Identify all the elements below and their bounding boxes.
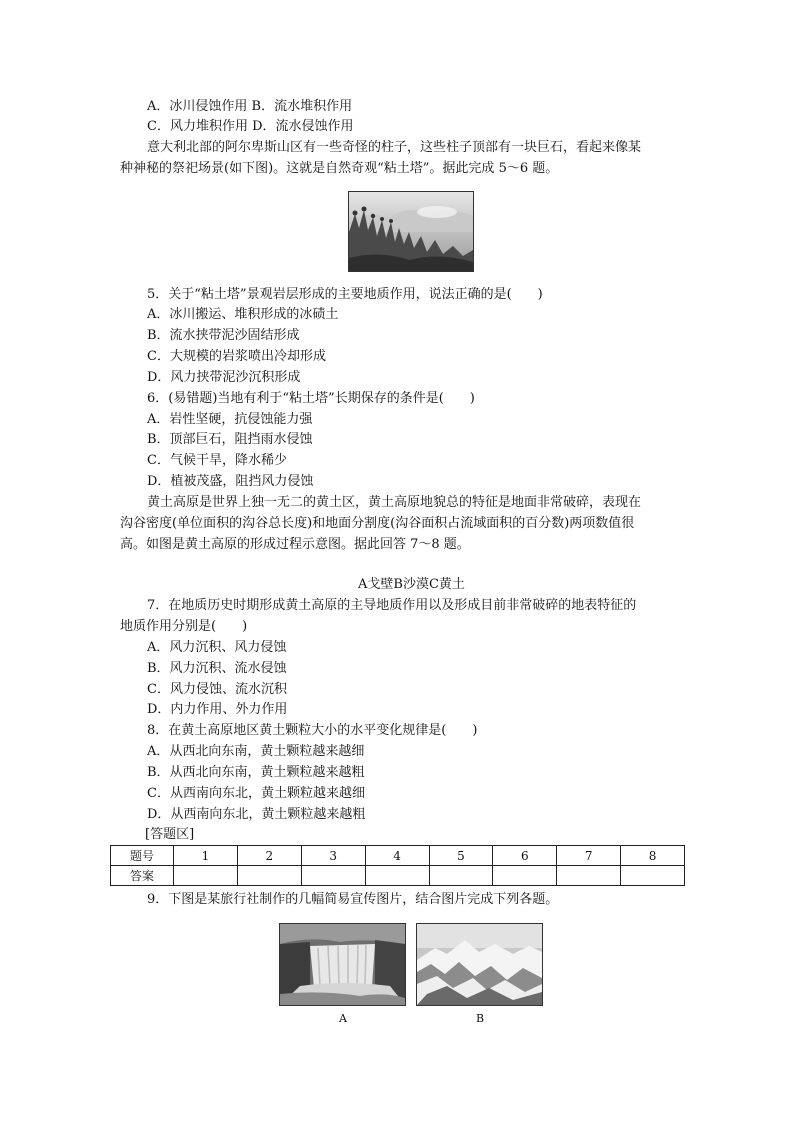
question-number-cell: 3 [301, 846, 365, 866]
waterfall-photo-a [279, 923, 406, 1006]
question-number-cell: 5 [429, 846, 493, 866]
answer-row-header: 答案 [111, 866, 174, 886]
answer-table-number-row [111, 846, 685, 866]
answer-cell[interactable] [301, 866, 365, 886]
q6-option-b: B．顶部巨石，阻挡雨水侵蚀 [147, 432, 313, 447]
q7-option-b: B．风力沉积、流水侵蚀 [147, 661, 287, 676]
q7-option-d: D．内力作用、外力作用 [147, 702, 288, 717]
loess-figure-caption: A戈壁B沙漠C黄土 [358, 577, 465, 592]
snow-mountain-photo-b [416, 923, 543, 1006]
q8-option-b: B．从西北向东南，黄土颗粒越来越粗 [147, 765, 365, 780]
answer-cell[interactable] [493, 866, 557, 886]
q8-option-c: C．从西南向东北，黄土颗粒越来越细 [147, 786, 365, 801]
question-number-cell: 6 [493, 846, 557, 866]
q7-stem-line1: 7．在地质历史时期形成黄土高原的主导地质作用以及形成目前非常破碎的地表特征的 [147, 598, 637, 613]
q7-stem-line2: 地质作用分别是( ) [120, 619, 248, 634]
question-number-cell: 7 [557, 846, 621, 866]
q6-option-a: A．岩性坚硬，抗侵蚀能力强 [147, 412, 313, 427]
q7-option-c: C．风力侵蚀、流水沉积 [147, 682, 287, 697]
q5-option-b: B．流水挟带泥沙固结形成 [147, 328, 300, 343]
answer-table [110, 845, 685, 886]
q5-stem: 5．关于“粘土塔”景观岩层形成的主要地质作用，说法正确的是( ) [147, 287, 543, 302]
answer-cell[interactable] [621, 866, 685, 886]
intro-78-line2: 沟谷密度(单位面积的沟谷总长度)和地面分割度(沟谷面积占流域面积的百分数)两项数值很 [120, 516, 635, 531]
q8-option-a: A．从西北向东南，黄土颗粒越来越细 [147, 744, 365, 759]
number-row-header: 题号 [111, 846, 174, 866]
answer-table-answer-row [111, 866, 685, 886]
question-number-cell: 1 [174, 846, 238, 866]
q7-option-a: A．风力沉积、风力侵蚀 [147, 640, 287, 655]
intro-78-line1: 黄土高原是世界上独一无二的黄土区，黄土高原地貌总的特征是地面非常破碎，表现在 [147, 495, 642, 510]
answer-cell[interactable] [237, 866, 301, 886]
q6-option-d: D．植被茂盛，阻挡风力侵蚀 [147, 474, 314, 489]
answer-area-label: [答题区] [145, 827, 195, 842]
answer-cell[interactable] [429, 866, 493, 886]
question-number-cell: 8 [621, 846, 685, 866]
answer-cell[interactable] [557, 866, 621, 886]
q4-options-row1: A．冰川侵蚀作用 B．流水堆积作用 [147, 99, 353, 114]
clay-tower-photo [348, 191, 474, 272]
question-number-cell: 2 [237, 846, 301, 866]
q5-option-d: D．风力挟带泥沙沉积形成 [147, 370, 301, 385]
photo-b-caption: B [475, 1012, 485, 1025]
q5-option-a: A．冰川搬运、堆积形成的冰碛土 [147, 307, 339, 322]
intro-78-line3: 高。如图是黄土高原的形成过程示意图。据此回答 7～8 题。 [120, 537, 470, 552]
q8-option-d: D．从西南向东北，黄土颗粒越来越粗 [147, 807, 366, 822]
answer-cell[interactable] [365, 866, 429, 886]
q6-option-c: C．气候干旱，降水稀少 [147, 453, 287, 468]
q8-stem: 8．在黄土高原地区黄土颗粒大小的水平变化规律是( ) [147, 723, 478, 738]
photo-a-caption: A [339, 1012, 347, 1025]
q5-option-c: C．大规模的岩浆喷出冷却形成 [147, 349, 326, 364]
q6-stem: 6．(易错题)当地有利于“粘土塔”长期保存的条件是( ) [147, 391, 475, 406]
q9-stem: 9．下图是某旅行社制作的几幅简易宣传图片，结合图片完成下列各题。 [147, 892, 559, 907]
q4-options-row2: C．风力堆积作用 D．流水侵蚀作用 [147, 119, 354, 134]
intro-56-line2: 种神秘的祭祀场景(如下图)。这就是自然奇观“粘土塔”。据此完成 5～6 题。 [120, 161, 559, 176]
question-number-cell: 4 [365, 846, 429, 866]
intro-56-line1: 意大利北部的阿尔卑斯山区有一些奇怪的柱子，这些柱子顶部有一块巨石，看起来像某 [147, 140, 642, 155]
answer-cell[interactable] [174, 866, 238, 886]
